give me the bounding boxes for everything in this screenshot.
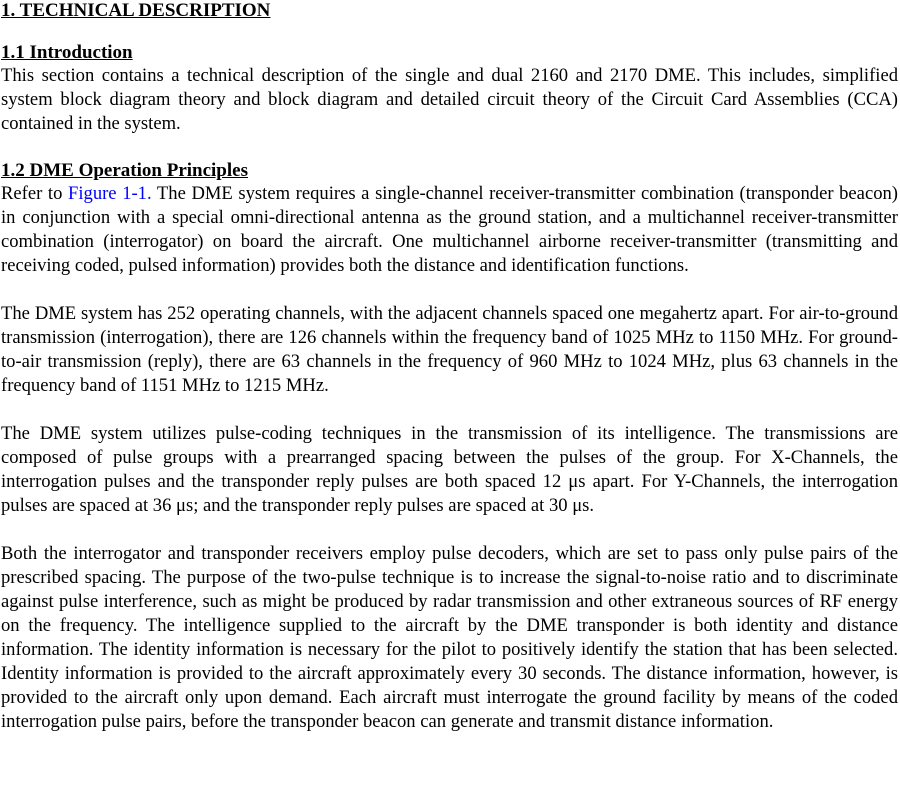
spacer: [1, 22, 898, 42]
spacer: [1, 398, 898, 422]
principles-paragraph-2: The DME system has 252 operating channels, with the adjacent channels spaced one megahertz apart. For air-to-ground transmission (interrogation), there are 126 channels within the frequency band of 1025 MHz to 1150 MHz. For ground-to-air transmission (reply), there are 63 channels in the frequency of 960 MHz to 1024 MHz, plus 63 channels in the frequency band of 1151 MHz to 1215 MHz.: [1, 303, 898, 396]
spacer: [1, 278, 898, 302]
intro-paragraph: This section contains a technical description of the single and dual 2160 and 2170 DME. This includes, simplified system block diagram theory and block diagram and detailed circuit theory of the Circuit Card Assemblies (CCA) contained in the system.: [1, 65, 898, 134]
principles-paragraph-3: The DME system utilizes pulse-coding techniques in the transmission of its intelligence. The transmissions are composed of pulse groups with a prearranged spacing between the pulses of the group. For X-Channels, the interrogation pulses and the transponder reply pulses are both spaced 12 μs apart. For Y-Channels, the interrogation pulses are spaced at 36 μs; and the transponder reply pulses are spaced at 30 μs.: [1, 423, 898, 516]
principles-paragraph-4: Both the interrogator and transponder receivers employ pulse decoders, which are set to pass only pulse pairs of the prescribed spacing. The purpose of the two-pulse technique is to increase the signal-to-noise ratio and to discriminate against pulse interference, such as might be produced by radar transmission and other extraneous sources of RF energy on the frequency. The intelligence supplied to the aircraft by the DME transponder is both identity and distance information. The identity information is necessary for the pilot to positively identify the station that has been selected. Identity information is provided to the aircraft approximately every 30 seconds. The distance information, however, is provided to the aircraft only upon demand. Each aircraft must interrogate the ground facility by means of the coded interrogation pulse pairs, before the transponder beacon can generate and transmit distance information.: [1, 543, 898, 732]
section-title: 1. TECHNICAL DESCRIPTION: [1, 0, 271, 21]
figure-1-1-link[interactable]: Figure 1-1.: [68, 183, 152, 204]
spacer: [1, 518, 898, 542]
paragraph-text: The DME system requires a single-channel receiver-transmitter combination (transponder beacon) in conjunction with a special omni-directional antenna as the ground station, and a multichannel receiver-transmitter combination (interrogator) on board the aircraft. One multichannel airborne receiver-transmitter (transmitting and receiving coded, pulsed information) provides both the distance and identification functions.: [1, 183, 898, 276]
spacer: [1, 136, 898, 160]
paragraph-text: Refer to: [1, 183, 69, 204]
principles-heading: 1.2 DME Operation Principles: [1, 160, 248, 181]
principles-paragraph-1: [1, 182, 898, 278]
intro-heading: 1.1 Introduction: [1, 42, 133, 63]
